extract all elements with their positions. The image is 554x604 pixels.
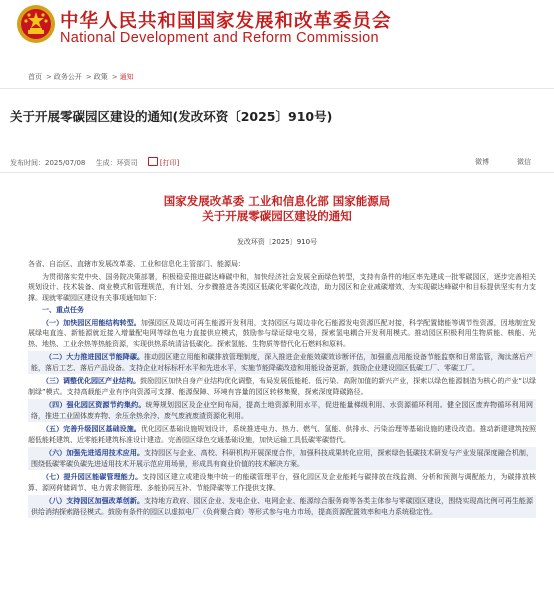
task-item [28, 318, 536, 350]
task-text: 支持园区建立或建设集中统一的能碳管理平台，强化园区及企业能耗与碳排放在线监测、分析和预测与调配能力，为碳排放核算、源网荷储调节、电力需求侧管理、多能协同互补、节能降碳等工作提供支撑。 [28, 473, 536, 492]
page-title: 关于开展零碳园区建设的通知(发改环资〔2025〕910号) [10, 109, 333, 124]
recipients: 各省、自治区、直辖市发展改革委、工业和信息化主管部门、能源局： [28, 260, 245, 268]
breadcrumb-separator: > [111, 73, 118, 81]
publish-date: 发布时间：2025/07/08 [10, 159, 86, 167]
breadcrumb-policy[interactable]: 政策 [93, 73, 108, 81]
national-emblem-icon [16, 4, 56, 44]
task-text: 推动园区建立用能和碳排放管理制度，深入推进企业能效碳效诊断评估，加强重点用能设备节能监察和日常监管，淘汰落后产能，落后工艺、落后产品设备。支持企业对标标杆水平和先进水平，实施节能降碳改造和用能设备更新，鼓励企业建设园区低碳工厂、零碳工厂。 [31, 353, 534, 372]
print-button[interactable]: [打印] [159, 159, 180, 167]
task-item [28, 351, 536, 374]
site-header [0, 0, 554, 60]
breadcrumb-separator: > [85, 73, 92, 81]
document-number: 发改环资〔2025〕910号 [236, 238, 318, 246]
task-heading: （七）提升园区能碳管理能力。 [42, 473, 143, 481]
task-item [28, 495, 536, 518]
document-issuers: 国家发展改革委 工业和信息化部 国家能源局 [163, 194, 391, 208]
task-heading: （四）强化园区资源节约集约。 [45, 401, 146, 409]
divider [0, 172, 554, 173]
task-heading: （三）调整优化园区产业结构。 [42, 377, 141, 385]
task-text: 统筹规划园区及企业空间布局，提高土地资源利用水平，促进能量梯级利用、水资源循环利用。健全园区废弃物循环利用网络，推进工业固体废弃物、余压余热余冷、废气废液废渣资源化利用。 [31, 401, 534, 420]
task-item [28, 447, 536, 470]
section-heading: 一、重点任务 [42, 306, 84, 314]
task-heading: （八）支持园区加强改革创新。 [45, 497, 145, 505]
task-heading: （五）完善升级园区基础设施。 [42, 425, 141, 433]
org-name-english: National Development and Reform Commission [60, 30, 379, 46]
intro-paragraph: 为贯彻落实党中央、国务院决策部署，积极稳妥推进碳达峰碳中和，加快经济社会发展全面绿色转型，支持有条件的地区率先建成一批零碳园区，逐步完善相关规划设计、技术装备、商业模式和管理规范，有计划、分步骤推进各类园区低碳化零碳化改造，助力园区和企业减碳增效，为实现碳达峰碳中和目标提供坚实有力支撑。现就零碳园区建设有关事项通知如下： [28, 272, 536, 302]
task-item [28, 424, 536, 445]
share-weibo-button[interactable]: 微博 [475, 158, 489, 166]
task-heading: （一）加快园区用能结构转型。 [42, 318, 141, 327]
document-title: 关于开展零碳园区建设的通知 [202, 209, 352, 223]
divider [0, 88, 554, 89]
breadcrumb-notice[interactable]: 通知 [119, 73, 134, 81]
printer-icon [148, 157, 158, 166]
source-department: 生成：环资司 [95, 159, 138, 167]
task-text: 支持园区与企业、高校、科研机构开展深度合作，加强科技成果转化应用，探索绿色低碳技术研发与产业发展深度融合机制，围绕低碳零碳负碳先进适用技术开展示范应用场景，形成具有商业价值的技术解决方案。 [31, 449, 534, 468]
breadcrumb-gov-affairs[interactable]: 政务公开 [53, 73, 82, 81]
task-text: 鼓励园区加快自身产业结构优化调整，布局发展低能耗、低污染、高附加值的新兴产业，探索以绿色能源制造为核心的产业“以绿制绿”模式。支持高载能产业有序向资源可支撑、能源保障、环境有容量的园区转移集聚，探索深度降碳路径。 [28, 377, 537, 396]
task-item [28, 399, 536, 422]
task-item [28, 472, 536, 493]
org-name-chinese: 中华人民共和国国家发展和改革委员会 [60, 11, 392, 32]
task-heading: （六）加强先进适用技术应用。 [45, 449, 145, 457]
document-body [28, 259, 536, 520]
task-text: 支持地方政府、园区企业、发电企业、电网企业、能源综合服务商等各类主体参与零碳园区建设，围绕实现高比例可再生能源供给消纳探索路径模式。鼓励有条件的园区以虚拟电厂（负荷聚合商）等形式参与电力市场，提高资源配置效率和电力系统稳定性。 [31, 497, 534, 516]
breadcrumb-home[interactable]: 首页 [28, 73, 42, 81]
breadcrumb-separator: > [46, 73, 52, 81]
task-text: 优化园区基础设施规划设计，系统推进电力、热力、燃气、氢能、供排水、污染治理等基础设施的建设改造。推动新建建筑按照超低能耗建筑、近零能耗建筑标准设计建造。完善园区绿色交通基础设施，加快运输工具低碳零碳替代。 [28, 425, 536, 444]
task-item [28, 376, 536, 397]
share-wechat-button[interactable]: 微信 [517, 158, 531, 166]
article-meta [10, 157, 179, 168]
breadcrumb [28, 72, 136, 82]
task-heading: （二）大力推进园区节能降碳。 [45, 353, 145, 361]
task-text: 加强园区及周边可再生能源开发利用，支持园区与周边非化石能源发电资源匹配对接，科学配置储能等调节性资源，因地制宜发展绿电直连、新能源就近接入增量配电网等绿色电力直接供应模式，鼓励参与绿证绿电交易，探索氢电耦合开发利用模式。推动园区积极利用生物质能、核能、光热、地热、工业余热等热能资源，实现供热系统清洁低碳化。探索氢能、生物质等替代化石燃料和原料。 [28, 318, 536, 348]
